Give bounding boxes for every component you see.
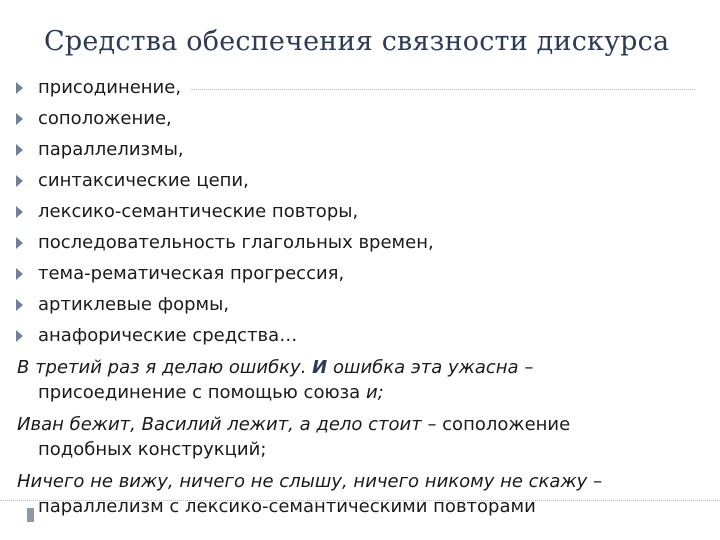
list-item bbox=[16, 134, 434, 165]
example-explanation: параллелизм с лексико-семантическими повторами bbox=[38, 496, 536, 517]
list-item bbox=[16, 320, 434, 351]
bullet-arrow-icon bbox=[16, 237, 23, 249]
list-item bbox=[16, 227, 434, 258]
example-explanation-continued: подобных конструкций; bbox=[38, 439, 267, 460]
bullet-arrow-icon bbox=[16, 299, 23, 311]
bullet-arrow-icon bbox=[16, 144, 23, 156]
slide-title: Средства обеспечения связности дискурса bbox=[44, 26, 670, 57]
example-explanation: – соположение bbox=[421, 414, 571, 435]
bullet-arrow-icon bbox=[16, 330, 23, 342]
list-item-text: тема-рематическая прогрессия, bbox=[38, 263, 345, 284]
list-item-text: присодинение, bbox=[38, 77, 182, 98]
example-explanation: присоединение с помощью союза bbox=[38, 382, 361, 403]
example-juxtaposition bbox=[17, 412, 707, 462]
list-item bbox=[16, 165, 434, 196]
list-item-text: лексико-семантические повторы, bbox=[38, 201, 359, 222]
list-item bbox=[16, 196, 434, 227]
example-keyword: И bbox=[312, 357, 328, 378]
list-item-text: параллелизмы, bbox=[38, 139, 184, 160]
footer-divider bbox=[0, 500, 720, 501]
example-sentence-a: В третий раз я делаю ошибку. bbox=[17, 357, 307, 378]
examples-block bbox=[17, 355, 707, 519]
example-sentence: Ничего не вижу, ничего не слышу, ничего никому не скажу bbox=[17, 471, 588, 492]
example-dash: – bbox=[587, 471, 603, 492]
list-item bbox=[16, 289, 434, 320]
footer-accent-bar bbox=[27, 508, 34, 522]
example-parallelism bbox=[17, 469, 707, 519]
list-item-text: последовательность глагольных времен, bbox=[38, 232, 434, 253]
list-item bbox=[16, 103, 434, 134]
example-dash: – bbox=[518, 357, 534, 378]
example-sentence: Иван бежит, Василий лежит, а дело стоит bbox=[17, 414, 422, 435]
list-item bbox=[16, 72, 434, 103]
example-sentence-b: ошибка эта ужасна bbox=[332, 357, 519, 378]
list-item-text: анафорические средства… bbox=[38, 325, 298, 346]
bullet-arrow-icon bbox=[16, 268, 23, 280]
bullet-arrow-icon bbox=[16, 82, 23, 94]
bullet-arrow-icon bbox=[16, 113, 23, 125]
list-item-text: соположение, bbox=[38, 108, 172, 129]
list-item-text: артиклевые формы, bbox=[38, 294, 230, 315]
example-conjunction-word: и; bbox=[365, 382, 384, 403]
list-item bbox=[16, 258, 434, 289]
example-conjunction bbox=[17, 355, 707, 405]
bullet-arrow-icon bbox=[16, 206, 23, 218]
list-item-text: синтаксические цепи, bbox=[38, 170, 249, 191]
bullet-arrow-icon bbox=[16, 175, 23, 187]
bullet-list bbox=[16, 72, 434, 351]
